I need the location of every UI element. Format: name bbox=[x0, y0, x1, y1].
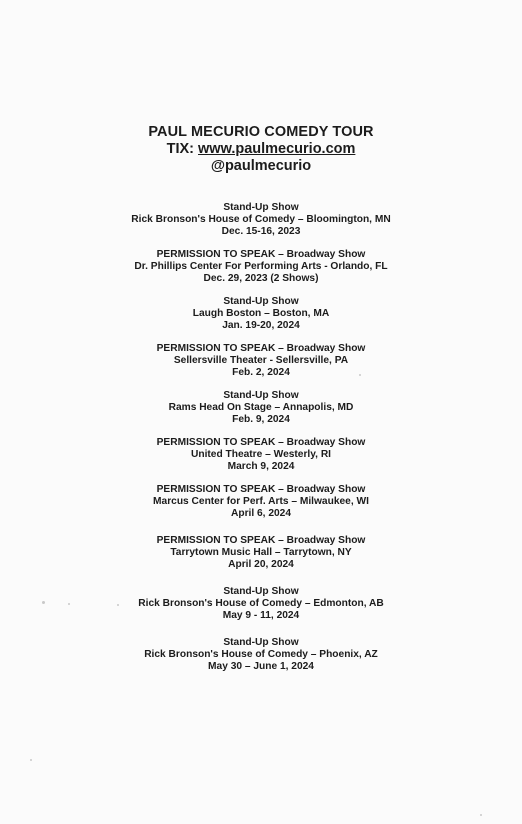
event-venue: Sellersville Theater - Sellersville, PA bbox=[173, 355, 349, 366]
event-venue: Rick Bronson's House of Comedy – Bloomington, MN bbox=[131, 214, 391, 225]
event-entry bbox=[0, 296, 522, 332]
paper-speck bbox=[480, 814, 482, 816]
event-entry bbox=[0, 343, 522, 379]
event-venue: Marcus Center for Perf. Arts – Milwaukee, WI bbox=[153, 496, 369, 507]
event-venue: Rick Bronson's House of Comedy – Phoenix, AZ bbox=[144, 649, 378, 660]
paper-speck bbox=[42, 601, 45, 604]
event-show: Stand-Up Show bbox=[223, 202, 299, 213]
tour-header bbox=[0, 124, 522, 175]
event-show: Stand-Up Show bbox=[223, 390, 299, 401]
event-entry bbox=[0, 484, 522, 520]
event-show: PERMISSION TO SPEAK – Broadway Show bbox=[156, 249, 366, 260]
event-show: PERMISSION TO SPEAK – Broadway Show bbox=[156, 437, 366, 448]
tix-line bbox=[0, 141, 522, 158]
event-date: April 20, 2024 bbox=[228, 559, 294, 570]
event-show: PERMISSION TO SPEAK – Broadway Show bbox=[156, 343, 366, 354]
event-date: April 6, 2024 bbox=[230, 508, 292, 519]
event-entry bbox=[0, 535, 522, 571]
event-entry bbox=[0, 637, 522, 673]
social-handle: @paulmecurio bbox=[210, 158, 312, 174]
event-venue: United Theatre – Westerly, RI bbox=[190, 449, 332, 460]
event-date: Jan. 19-20, 2024 bbox=[222, 320, 300, 331]
event-show: Stand-Up Show bbox=[223, 296, 299, 307]
event-show: PERMISSION TO SPEAK – Broadway Show bbox=[156, 484, 366, 495]
tix-label: TIX: bbox=[166, 141, 194, 157]
event-date: May 9 - 11, 2024 bbox=[222, 610, 300, 621]
event-entry bbox=[0, 202, 522, 238]
tix-link[interactable]: www.paulmecurio.com bbox=[198, 141, 356, 157]
paper-speck bbox=[68, 603, 70, 605]
event-show: Stand-Up Show bbox=[223, 586, 299, 597]
event-date: Feb. 9, 2024 bbox=[232, 414, 290, 425]
event-date: May 30 – June 1, 2024 bbox=[208, 661, 314, 672]
event-venue: Rick Bronson's House of Comedy – Edmonton, AB bbox=[138, 598, 384, 609]
paper-speck bbox=[117, 604, 119, 606]
event-date: Dec. 29, 2023 (2 Shows) bbox=[203, 273, 319, 284]
paper-speck bbox=[30, 759, 32, 761]
event-entry bbox=[0, 586, 522, 622]
event-date: Dec. 15-16, 2023 bbox=[221, 226, 301, 237]
event-entry bbox=[0, 249, 522, 285]
page-title: PAUL MECURIO COMEDY TOUR bbox=[148, 124, 374, 140]
paper-speck bbox=[359, 374, 361, 376]
event-venue: Tarrytown Music Hall – Tarrytown, NY bbox=[170, 547, 352, 558]
event-show: PERMISSION TO SPEAK – Broadway Show bbox=[156, 535, 366, 546]
event-venue: Laugh Boston – Boston, MA bbox=[192, 308, 330, 319]
event-entry bbox=[0, 390, 522, 426]
event-venue: Dr. Phillips Center For Performing Arts - Orlando, FL bbox=[134, 261, 388, 272]
event-date: March 9, 2024 bbox=[227, 461, 295, 472]
event-entry bbox=[0, 437, 522, 473]
event-date: Feb. 2, 2024 bbox=[232, 367, 290, 378]
event-show: Stand-Up Show bbox=[223, 637, 299, 648]
event-venue: Rams Head On Stage – Annapolis, MD bbox=[168, 402, 354, 413]
